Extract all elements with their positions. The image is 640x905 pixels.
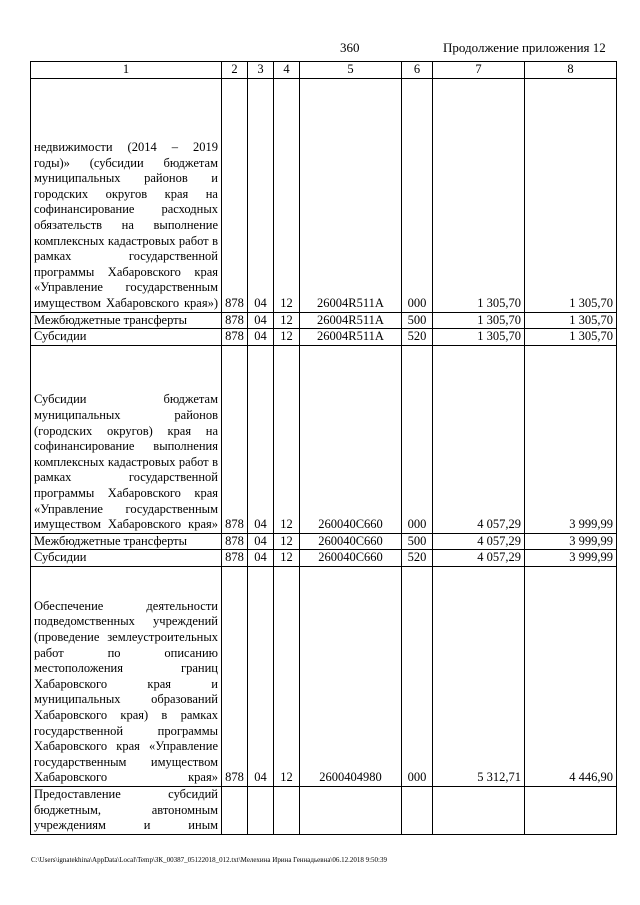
expense-type-code: 500 (402, 533, 433, 550)
table-row (31, 345, 617, 533)
section-code: 04 (248, 533, 274, 550)
amount-plan (433, 786, 525, 834)
amount-plan: 1 305,70 (433, 78, 525, 312)
column-header: 4 (274, 62, 300, 79)
column-header: 6 (402, 62, 433, 79)
column-header: 5 (300, 62, 402, 79)
row-description: недвижимости (2014 – 2019 годы)» (субсидии бюджетам муниципальных районов и городских округов края на софинансирование расходных обязательств на выполнение комплексных кадастровых работ в рамках государственной программы Хабаровского края «Управление государственным имуществом Хабаровского края») (31, 78, 222, 312)
subsection-code: 12 (274, 566, 300, 786)
table-row (31, 78, 617, 312)
column-header: 7 (433, 62, 525, 79)
amount-plan: 1 305,70 (433, 312, 525, 329)
ministry-code (222, 786, 248, 834)
row-description: Межбюджетные трансферты (31, 312, 222, 329)
row-description: Межбюджетные трансферты (31, 533, 222, 550)
expense-type-code: 500 (402, 312, 433, 329)
page-number: 360 (340, 40, 360, 55)
row-description: Субсидии бюджетам муниципальных районов (городских округов) края на софинансирование выполнения комплексных кадастровых работ в рамках государственной программы Хабаровского края «Управление государственным имуществом Хабаровского края» (31, 345, 222, 533)
amount-executed (525, 786, 617, 834)
amount-plan: 4 057,29 (433, 345, 525, 533)
section-code (248, 786, 274, 834)
amount-executed: 3 999,99 (525, 345, 617, 533)
column-header: 2 (222, 62, 248, 79)
target-article-code: 26004R511A (300, 312, 402, 329)
subsection-code: 12 (274, 533, 300, 550)
target-article-code: 26004R511A (300, 78, 402, 312)
section-code: 04 (248, 345, 274, 533)
subsection-code: 12 (274, 329, 300, 346)
table-row (31, 533, 617, 550)
ministry-code: 878 (222, 566, 248, 786)
expense-type-code: 000 (402, 345, 433, 533)
column-header: 3 (248, 62, 274, 79)
section-code: 04 (248, 329, 274, 346)
ministry-code: 878 (222, 78, 248, 312)
budget-table (30, 61, 617, 835)
amount-executed: 1 305,70 (525, 78, 617, 312)
file-path-footer: C:\Users\ignatekhina\AppData\Local\Temp\ЗК_00387_05122018_012.txt\Мелехина Ирина Геннадьевна\06.12.2018 9:50:39 (31, 856, 388, 864)
target-article-code: 2600404980 (300, 566, 402, 786)
row-description: Обеспечение деятельности подведомственных учреждений (проведение землеустроительных работ по описанию местоположения границ Хабаровского края и муниципальных образований Хабаровского края) в рамках государственной программы Хабаровского края «Управление государственным имуществом Хабаровского края» (31, 566, 222, 786)
subsection-code: 12 (274, 550, 300, 567)
column-header-row (31, 62, 617, 79)
subsection-code (274, 786, 300, 834)
target-article-code: 26004R511A (300, 329, 402, 346)
table-row (31, 329, 617, 346)
ministry-code: 878 (222, 312, 248, 329)
subsection-code: 12 (274, 345, 300, 533)
appendix-continuation: Продолжение приложения 12 (443, 40, 606, 55)
ministry-code: 878 (222, 533, 248, 550)
column-header: 1 (31, 62, 222, 79)
subsection-code: 12 (274, 312, 300, 329)
column-header: 8 (525, 62, 617, 79)
table-row (31, 566, 617, 786)
row-description: Субсидии (31, 329, 222, 346)
amount-plan: 4 057,29 (433, 533, 525, 550)
ministry-code: 878 (222, 345, 248, 533)
section-code: 04 (248, 78, 274, 312)
amount-plan: 5 312,71 (433, 566, 525, 786)
row-description: Предоставление субсидий бюджетным, автономным учреждениям и иным (31, 786, 222, 834)
amount-executed: 3 999,99 (525, 533, 617, 550)
expense-type-code (402, 786, 433, 834)
subsection-code: 12 (274, 78, 300, 312)
amount-executed: 1 305,70 (525, 312, 617, 329)
expense-type-code: 520 (402, 329, 433, 346)
section-code: 04 (248, 312, 274, 329)
amount-executed: 4 446,90 (525, 566, 617, 786)
section-code: 04 (248, 566, 274, 786)
target-article-code: 260040С660 (300, 533, 402, 550)
table-row (31, 786, 617, 834)
ministry-code: 878 (222, 550, 248, 567)
amount-plan: 4 057,29 (433, 550, 525, 567)
row-description: Субсидии (31, 550, 222, 567)
amount-executed: 3 999,99 (525, 550, 617, 567)
expense-type-code: 520 (402, 550, 433, 567)
expense-type-code: 000 (402, 78, 433, 312)
ministry-code: 878 (222, 329, 248, 346)
target-article-code: 260040С660 (300, 550, 402, 567)
table-row (31, 550, 617, 567)
target-article-code: 260040С660 (300, 345, 402, 533)
section-code: 04 (248, 550, 274, 567)
target-article-code (300, 786, 402, 834)
table-row (31, 312, 617, 329)
amount-executed: 1 305,70 (525, 329, 617, 346)
expense-type-code: 000 (402, 566, 433, 786)
amount-plan: 1 305,70 (433, 329, 525, 346)
